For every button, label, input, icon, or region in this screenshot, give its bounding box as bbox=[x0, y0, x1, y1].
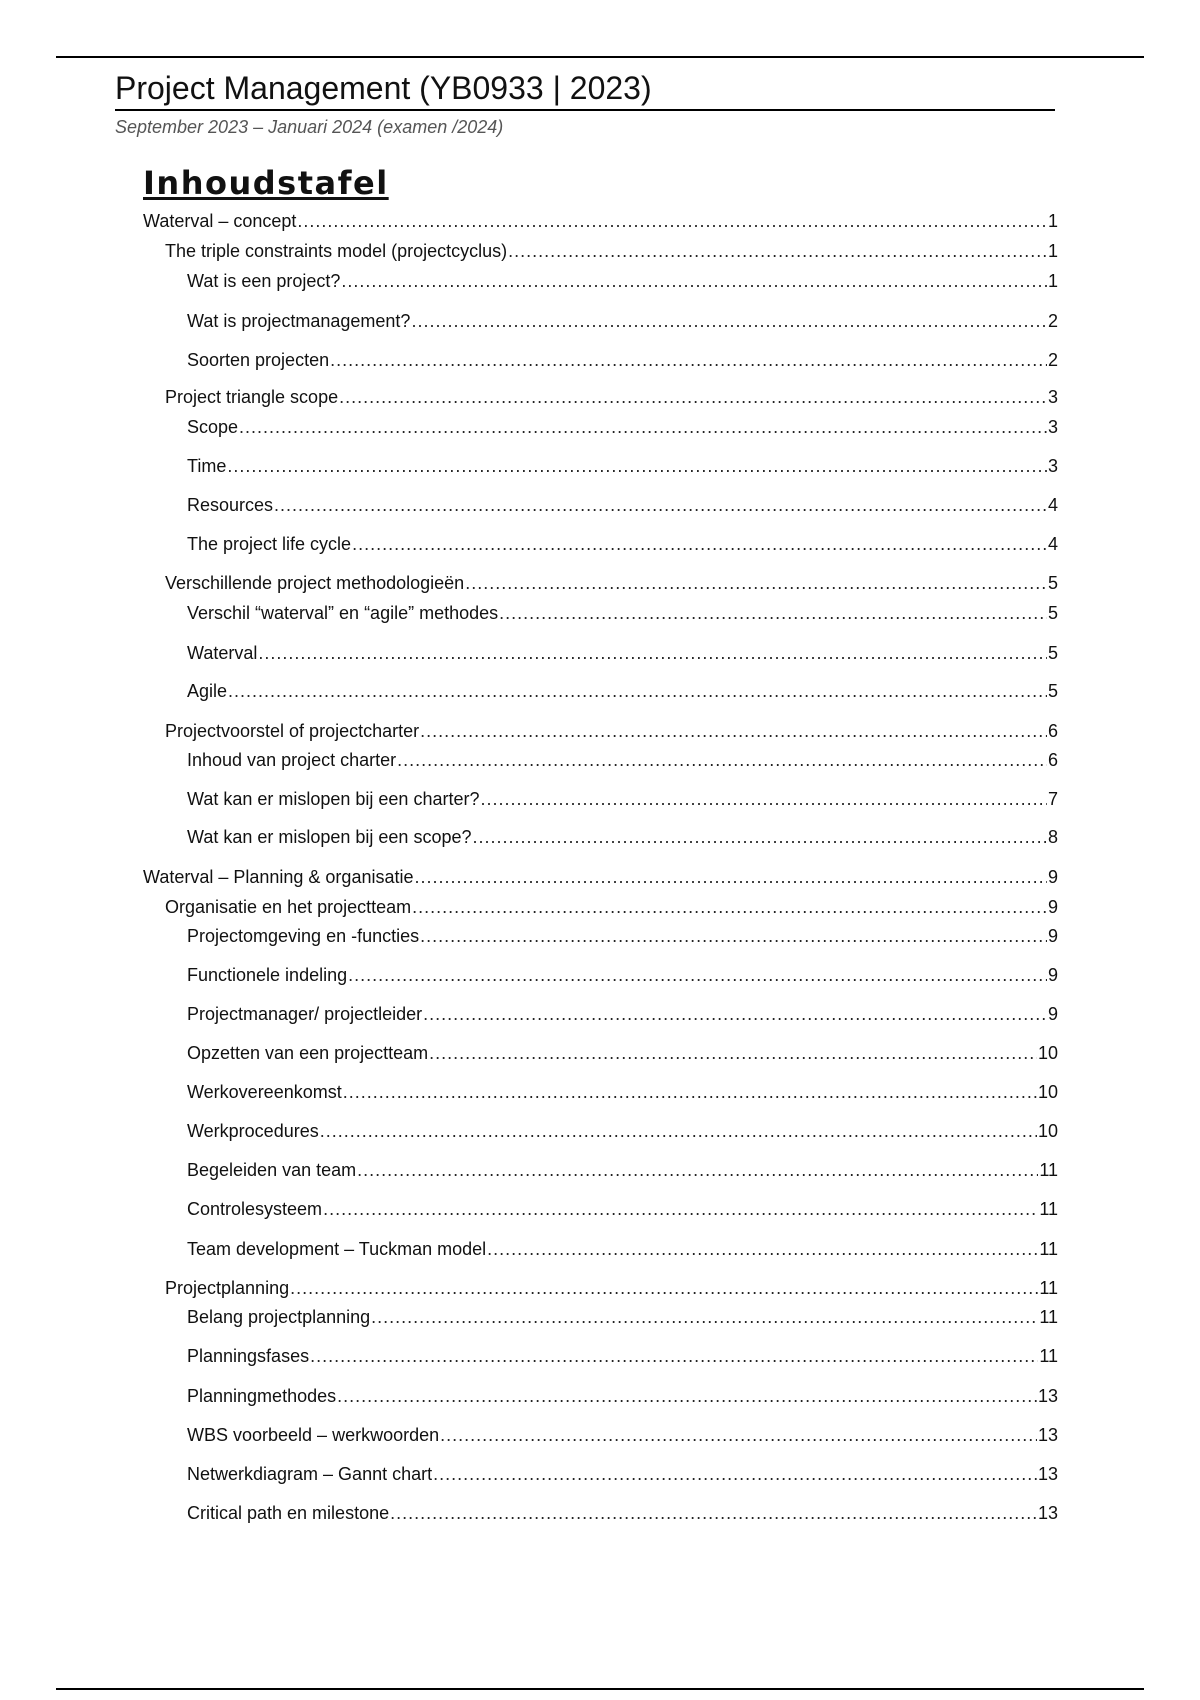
toc-entry-label: The project life cycle bbox=[187, 534, 352, 554]
toc-entry-label: Verschillende project methodologieën bbox=[165, 573, 465, 593]
toc-entry-page-number: 11 bbox=[1039, 1307, 1058, 1327]
toc-entry-label: Werkovereenkomst bbox=[187, 1082, 342, 1102]
toc-entry-page-number: 3 bbox=[1047, 387, 1058, 407]
toc-entry-page-number: 13 bbox=[1037, 1425, 1058, 1445]
toc-entry-label: Critical path en milestone bbox=[187, 1503, 390, 1523]
toc-entry[interactable] bbox=[143, 824, 1058, 850]
toc-dot-leader bbox=[420, 718, 1047, 744]
toc-entry[interactable] bbox=[143, 600, 1058, 626]
toc-dot-leader bbox=[352, 531, 1047, 557]
toc-entry-page-number: 6 bbox=[1047, 750, 1058, 770]
toc-entry[interactable] bbox=[143, 453, 1058, 479]
toc-entry[interactable] bbox=[143, 1304, 1058, 1330]
toc-entry[interactable] bbox=[143, 1500, 1058, 1526]
toc-entry-label: Wat kan er mislopen bij een scope? bbox=[187, 827, 472, 847]
toc-entry-label: Controlesysteem bbox=[187, 1199, 323, 1219]
toc-entry-label: Projectvoorstel of projectcharter bbox=[165, 721, 420, 741]
toc-dot-leader bbox=[371, 1304, 1038, 1330]
toc-entry-page-number: 9 bbox=[1047, 1004, 1058, 1024]
toc-entry-page-number: 3 bbox=[1047, 456, 1058, 476]
toc-entry-page-number: 9 bbox=[1047, 965, 1058, 985]
toc-dot-leader bbox=[239, 414, 1047, 440]
toc-dot-leader bbox=[412, 894, 1047, 920]
toc-entry-page-number: 11 bbox=[1039, 1199, 1058, 1219]
toc-dot-leader bbox=[337, 1383, 1037, 1409]
toc-entry-label: Belang projectplanning bbox=[187, 1307, 371, 1327]
toc-dot-leader bbox=[323, 1196, 1038, 1222]
toc-entry-page-number: 1 bbox=[1047, 211, 1058, 231]
toc-entry-page-number: 10 bbox=[1037, 1043, 1058, 1063]
toc-entry[interactable] bbox=[143, 718, 1058, 744]
toc-entry[interactable] bbox=[143, 1118, 1058, 1144]
toc-entry-page-number: 4 bbox=[1047, 534, 1058, 554]
toc-dot-leader bbox=[499, 600, 1047, 626]
toc-entry-label: Verschil “waterval” en “agile” methodes bbox=[187, 603, 499, 623]
toc-dot-leader bbox=[274, 492, 1047, 518]
toc-entry-label: The triple constraints model (projectcyclus) bbox=[165, 241, 508, 261]
toc-entry-label: WBS voorbeeld – werkwoorden bbox=[187, 1425, 440, 1445]
toc-dot-leader bbox=[411, 308, 1047, 334]
toc-entry[interactable] bbox=[143, 531, 1058, 557]
toc-entry[interactable] bbox=[143, 923, 1058, 949]
toc-entry[interactable] bbox=[143, 1383, 1058, 1409]
toc-entry[interactable] bbox=[143, 1275, 1058, 1301]
toc-entry[interactable] bbox=[143, 347, 1058, 373]
toc-entry-label: Scope bbox=[187, 417, 239, 437]
toc-entry[interactable] bbox=[143, 786, 1058, 812]
toc-dot-leader bbox=[487, 1236, 1038, 1262]
toc-entry-page-number: 9 bbox=[1047, 897, 1058, 917]
toc-entry-label: Inhoud van project charter bbox=[187, 750, 397, 770]
toc-dot-leader bbox=[420, 923, 1047, 949]
toc-entry-label: Wat kan er mislopen bij een charter? bbox=[187, 789, 480, 809]
toc-entry[interactable] bbox=[143, 864, 1058, 890]
toc-entry[interactable] bbox=[143, 1157, 1058, 1183]
toc-entry[interactable] bbox=[143, 678, 1058, 704]
toc-entry-label: Planningsfases bbox=[187, 1346, 310, 1366]
toc-entry-label: Project triangle scope bbox=[165, 387, 339, 407]
table-of-contents bbox=[143, 0, 1058, 1700]
toc-entry[interactable] bbox=[143, 640, 1058, 666]
toc-dot-leader bbox=[472, 824, 1047, 850]
toc-entry[interactable] bbox=[143, 747, 1058, 773]
toc-dot-leader bbox=[341, 268, 1047, 294]
toc-entry-page-number: 5 bbox=[1047, 681, 1058, 701]
toc-entry[interactable] bbox=[143, 208, 1058, 234]
toc-entry-page-number: 5 bbox=[1047, 643, 1058, 663]
toc-entry[interactable] bbox=[143, 1196, 1058, 1222]
toc-entry[interactable] bbox=[143, 238, 1058, 264]
toc-dot-leader bbox=[429, 1040, 1037, 1066]
toc-entry[interactable] bbox=[143, 1079, 1058, 1105]
toc-entry-page-number: 2 bbox=[1047, 350, 1058, 370]
toc-dot-leader bbox=[258, 640, 1047, 666]
toc-entry-label: Werkprocedures bbox=[187, 1121, 319, 1141]
toc-entry-page-number: 11 bbox=[1039, 1346, 1058, 1366]
toc-dot-leader bbox=[339, 384, 1047, 410]
toc-entry[interactable] bbox=[143, 1040, 1058, 1066]
toc-entry-page-number: 9 bbox=[1047, 926, 1058, 946]
toc-entry-page-number: 1 bbox=[1047, 241, 1058, 261]
toc-entry-label: Wat is een project? bbox=[187, 271, 341, 291]
toc-entry-label: Wat is projectmanagement? bbox=[187, 311, 411, 331]
toc-entry[interactable] bbox=[143, 1001, 1058, 1027]
toc-entry[interactable] bbox=[143, 1461, 1058, 1487]
toc-dot-leader bbox=[227, 453, 1047, 479]
toc-entry[interactable] bbox=[143, 570, 1058, 596]
toc-dot-leader bbox=[397, 747, 1047, 773]
toc-entry-label: Projectomgeving en -functies bbox=[187, 926, 420, 946]
toc-entry-page-number: 10 bbox=[1037, 1121, 1058, 1141]
toc-entry-page-number: 11 bbox=[1039, 1160, 1058, 1180]
toc-entry-page-number: 2 bbox=[1047, 311, 1058, 331]
toc-entry-page-number: 13 bbox=[1037, 1503, 1058, 1523]
toc-dot-leader bbox=[320, 1118, 1037, 1144]
toc-entry-page-number: 3 bbox=[1047, 417, 1058, 437]
toc-entry[interactable] bbox=[143, 414, 1058, 440]
toc-entry-page-number: 6 bbox=[1047, 721, 1058, 741]
toc-entry-page-number: 11 bbox=[1039, 1239, 1058, 1259]
toc-entry-label: Functionele indeling bbox=[187, 965, 348, 985]
toc-entry-page-number: 7 bbox=[1047, 789, 1058, 809]
toc-dot-leader bbox=[343, 1079, 1037, 1105]
toc-entry-page-number: 13 bbox=[1037, 1386, 1058, 1406]
toc-dot-leader bbox=[433, 1461, 1037, 1487]
toc-entry-page-number: 11 bbox=[1039, 1278, 1058, 1298]
toc-entry-label: Time bbox=[187, 456, 227, 476]
document-title: Project Management (YB0933 | 2023) bbox=[115, 68, 1055, 111]
toc-entry[interactable] bbox=[143, 1343, 1058, 1369]
toc-dot-leader bbox=[390, 1500, 1037, 1526]
toc-entry[interactable] bbox=[143, 894, 1058, 920]
toc-entry-page-number: 5 bbox=[1047, 603, 1058, 623]
toc-dot-leader bbox=[465, 570, 1047, 596]
toc-dot-leader bbox=[440, 1422, 1037, 1448]
toc-entry-label: Soorten projecten bbox=[187, 350, 330, 370]
toc-dot-leader bbox=[310, 1343, 1038, 1369]
toc-entry-label: Waterval bbox=[187, 643, 258, 663]
toc-dot-leader bbox=[357, 1157, 1038, 1183]
toc-dot-leader bbox=[414, 864, 1047, 890]
document-subtitle: September 2023 – Januari 2024 (examen /2024) bbox=[115, 117, 504, 137]
toc-entry-page-number: 1 bbox=[1047, 271, 1058, 291]
toc-entry-page-number: 9 bbox=[1047, 867, 1058, 887]
toc-entry-label: Waterval – concept bbox=[143, 211, 297, 231]
toc-dot-leader bbox=[330, 347, 1047, 373]
toc-entry[interactable] bbox=[143, 308, 1058, 334]
toc-entry[interactable] bbox=[143, 268, 1058, 294]
toc-entry-label: Netwerkdiagram – Gannt chart bbox=[187, 1464, 433, 1484]
toc-entry-label: Opzetten van een projectteam bbox=[187, 1043, 429, 1063]
toc-entry[interactable] bbox=[143, 1236, 1058, 1262]
toc-entry[interactable] bbox=[143, 492, 1058, 518]
toc-dot-leader bbox=[290, 1275, 1038, 1301]
toc-dot-leader bbox=[297, 208, 1047, 234]
bottom-rule bbox=[56, 1688, 1144, 1690]
toc-entry-label: Begeleiden van team bbox=[187, 1160, 357, 1180]
toc-entry-page-number: 10 bbox=[1037, 1082, 1058, 1102]
toc-entry-page-number: 8 bbox=[1047, 827, 1058, 847]
toc-entry[interactable] bbox=[143, 384, 1058, 410]
toc-entry-label: Waterval – Planning & organisatie bbox=[143, 867, 414, 887]
toc-entry-label: Projectmanager/ projectleider bbox=[187, 1004, 423, 1024]
toc-entry-label: Planningmethodes bbox=[187, 1386, 337, 1406]
toc-dot-leader bbox=[423, 1001, 1047, 1027]
toc-entry-label: Resources bbox=[187, 495, 274, 515]
toc-dot-leader bbox=[508, 238, 1047, 264]
toc-entry[interactable] bbox=[143, 1422, 1058, 1448]
toc-dot-leader bbox=[348, 962, 1047, 988]
toc-entry-label: Team development – Tuckman model bbox=[187, 1239, 487, 1259]
toc-dot-leader bbox=[228, 678, 1047, 704]
toc-heading: Inhoudstafel bbox=[143, 164, 389, 202]
toc-entry-page-number: 5 bbox=[1047, 573, 1058, 593]
toc-entry-page-number: 13 bbox=[1037, 1464, 1058, 1484]
toc-entry-page-number: 4 bbox=[1047, 495, 1058, 515]
toc-entry[interactable] bbox=[143, 962, 1058, 988]
toc-entry-label: Projectplanning bbox=[165, 1278, 290, 1298]
toc-entry-label: Agile bbox=[187, 681, 228, 701]
toc-dot-leader bbox=[480, 786, 1047, 812]
toc-entry-label: Organisatie en het projectteam bbox=[165, 897, 412, 917]
